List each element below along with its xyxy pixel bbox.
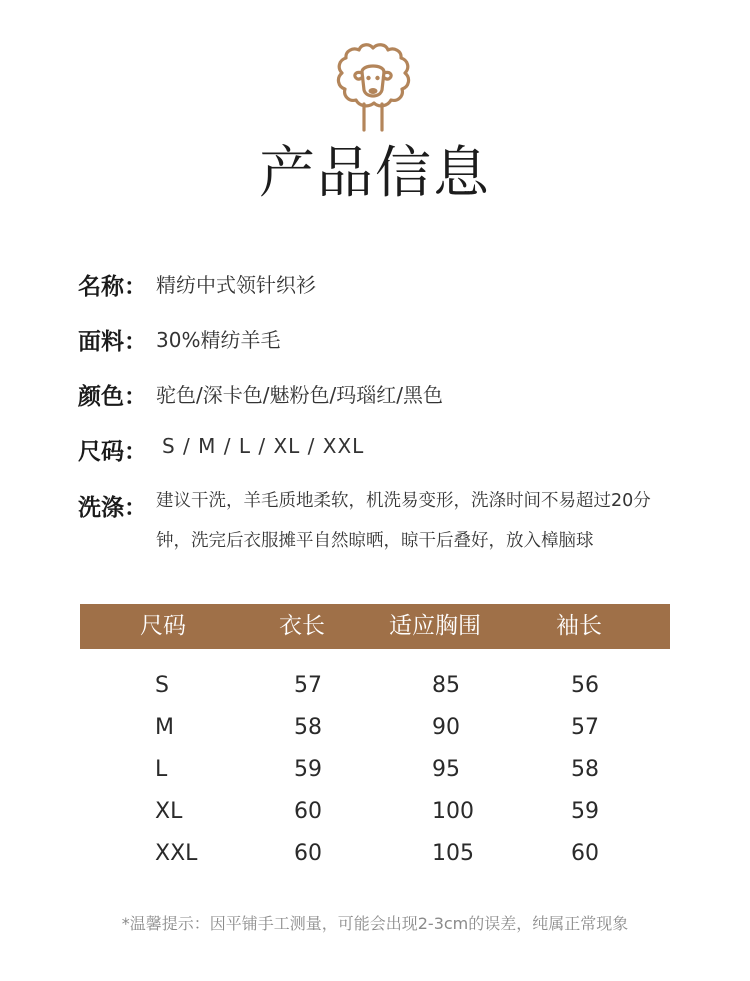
header-sleeve: 袖长: [556, 613, 602, 639]
cell-sleeve: 56: [571, 673, 599, 698]
cell-sleeve: 58: [571, 757, 599, 782]
cell-length: 57: [294, 673, 322, 698]
cell-sleeve: 59: [571, 799, 599, 824]
spec-wash-value: 建议干洗，羊毛质地柔软，机洗易变形，洗涤时间不易超过20分钟，洗完后衣服摊平自然晾晒，晾干后叠好，放入樟脑球: [156, 491, 651, 551]
spec-fabric-value: 30%精纺羊毛: [156, 328, 281, 352]
spec-name-value: 精纺中式领针织衫: [156, 273, 316, 297]
size-table-header: [80, 604, 670, 649]
spec-wash-label: 洗涤：: [78, 495, 147, 521]
cell-chest: 100: [432, 799, 474, 824]
cell-chest: 105: [432, 841, 474, 866]
cell-size: L: [155, 757, 168, 782]
footnote: *温馨提示：因平铺手工测量，可能会出现2-3cm的误差，纯属正常现象: [121, 914, 629, 933]
header-chest: 适应胸围: [389, 613, 481, 639]
spec-color-value: 驼色/深卡色/魅粉色/玛瑙红/黑色: [156, 383, 443, 407]
cell-length: 59: [294, 757, 322, 782]
cell-chest: 95: [432, 757, 460, 782]
cell-size: S: [155, 673, 169, 698]
cell-length: 58: [294, 715, 322, 740]
cell-chest: 90: [432, 715, 460, 740]
spec-size-label: 尺码：: [78, 439, 147, 465]
header-size: 尺码: [140, 613, 186, 639]
cell-size: XL: [155, 799, 183, 824]
spec-color-label: 颜色：: [78, 384, 147, 410]
cell-length: 60: [294, 799, 322, 824]
cell-size: M: [155, 715, 174, 740]
spec-fabric-label: 面料：: [78, 329, 147, 355]
sheep-icon: [331, 40, 415, 136]
spec-size-value: S / M / L / XL / XXL: [162, 434, 365, 458]
cell-size: XXL: [155, 841, 198, 866]
page-title: 产品信息: [259, 141, 491, 206]
cell-chest: 85: [432, 673, 460, 698]
header-length: 衣长: [279, 613, 325, 639]
cell-sleeve: 57: [571, 715, 599, 740]
cell-length: 60: [294, 841, 322, 866]
spec-name-label: 名称：: [78, 274, 147, 300]
cell-sleeve: 60: [571, 841, 599, 866]
